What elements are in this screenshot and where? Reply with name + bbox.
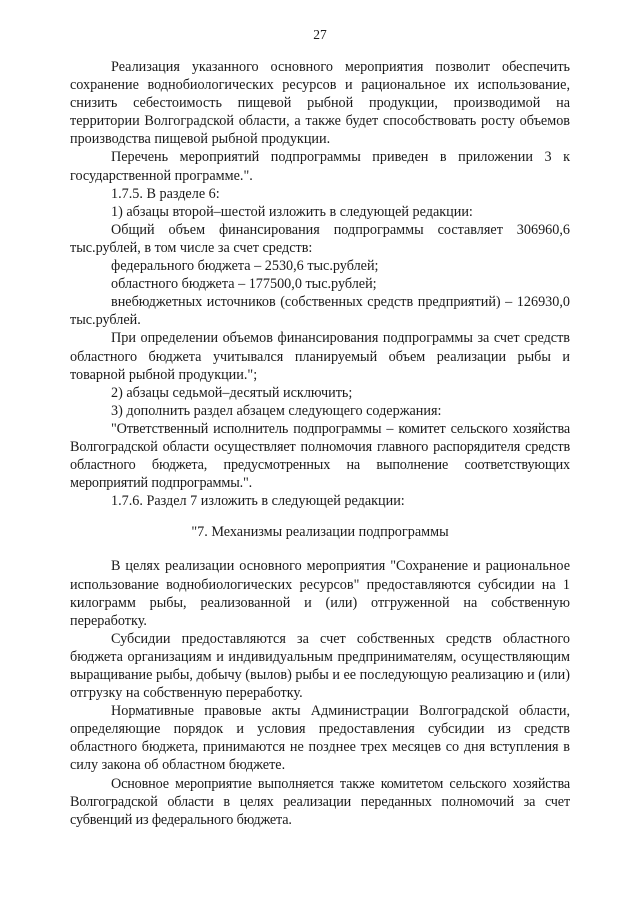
paragraph-subsidies-source: Субсидии предоставляются за счет собственных средств областного бюджета организациям и индивидуальным предпринимателям, осуществляющим выращивание рыбы, добычу (вылов) рыбы и ее последующую реализацию и (или) отгрузку на собственную переработку. (70, 630, 570, 702)
paragraph-section-7-intro: 1.7.6. Раздел 7 изложить в следующей редакции: (111, 493, 405, 510)
paragraph-normative-acts: Нормативные правовые акты Администрации Волгоградской области, определяющие порядок и условия предоставления субсидии из средств областного бюджета, принимаются не позднее трех месяцев со дня вступления в силу закона об областном бюджете. (70, 703, 570, 774)
paragraph-measures-list-reference: Перечень мероприятий подпрограммы приведен в приложении 3 к государственной программе.". (70, 149, 570, 184)
paragraph-responsible-executor: "Ответственный исполнитель подпрограммы – комитет сельского хозяйства Волгоградской области осуществляет полномочия главного распорядителя средств областного бюджета, предусмотренных на выполнение соответствующих мероприятий подпрограммы.". (70, 420, 570, 492)
paragraph-amendment-1: 1) абзацы второй–шестой изложить в следующей редакции: (111, 203, 473, 220)
paragraph-section-6-intro: 1.7.5. В разделе 6: (111, 185, 220, 202)
section-heading: "7. Механизмы реализации подпрограммы (191, 524, 449, 541)
document-body (70, 58, 570, 829)
paragraph-subsidies-purpose: В целях реализации основного мероприятия "Сохранение и рациональное использование воднобиологических ресурсов" предоставляются субсидии на 1 килограмм рыбы, реализованной и (или) отгруженной на собственную переработку. (70, 558, 570, 629)
paragraph-funding-determination: При определении объемов финансирования подпрограммы за счет средств областного бюджета учитывался планируемый объем реализации рыбы и товарной рыбной продукции."; (70, 330, 570, 383)
paragraph-federal-budget: федерального бюджета – 2530,6 тыс.рублей; (111, 258, 379, 275)
paragraph-regional-budget: областного бюджета – 177500,0 тыс.рублей; (111, 276, 377, 293)
paragraph-amendment-2: 2) абзацы седьмой–десятый исключить; (111, 384, 353, 401)
paragraph-amendment-3: 3) дополнить раздел абзацем следующего содержания: (111, 402, 442, 419)
paragraph-extrabudgetary: внебюджетных источников (собственных средств предприятий) – 126930,0 тыс.рублей. (70, 294, 570, 329)
paragraph-committee-measure: Основное мероприятие выполняется также комитетом сельского хозяйства Волгоградской области в целях реализации переданных полномочий за счет субвенций из федерального бюджета. (70, 775, 570, 828)
page-number: 27 (313, 27, 327, 42)
paragraph-conservation-effect: Реализация указанного основного мероприятия позволит обеспечить сохранение воднобиологических ресурсов и рациональное их использование, снизить себестоимость пищевой рыбной продукции, производимой на территории Волгоградской области, а также будет способствовать росту объемов производства пищевой рыбной продукции. (70, 59, 570, 148)
paragraph-total-funding: Общий объем финансирования подпрограммы составляет 306960,6 тыс.рублей, в том числе за счет средств: (70, 221, 570, 256)
